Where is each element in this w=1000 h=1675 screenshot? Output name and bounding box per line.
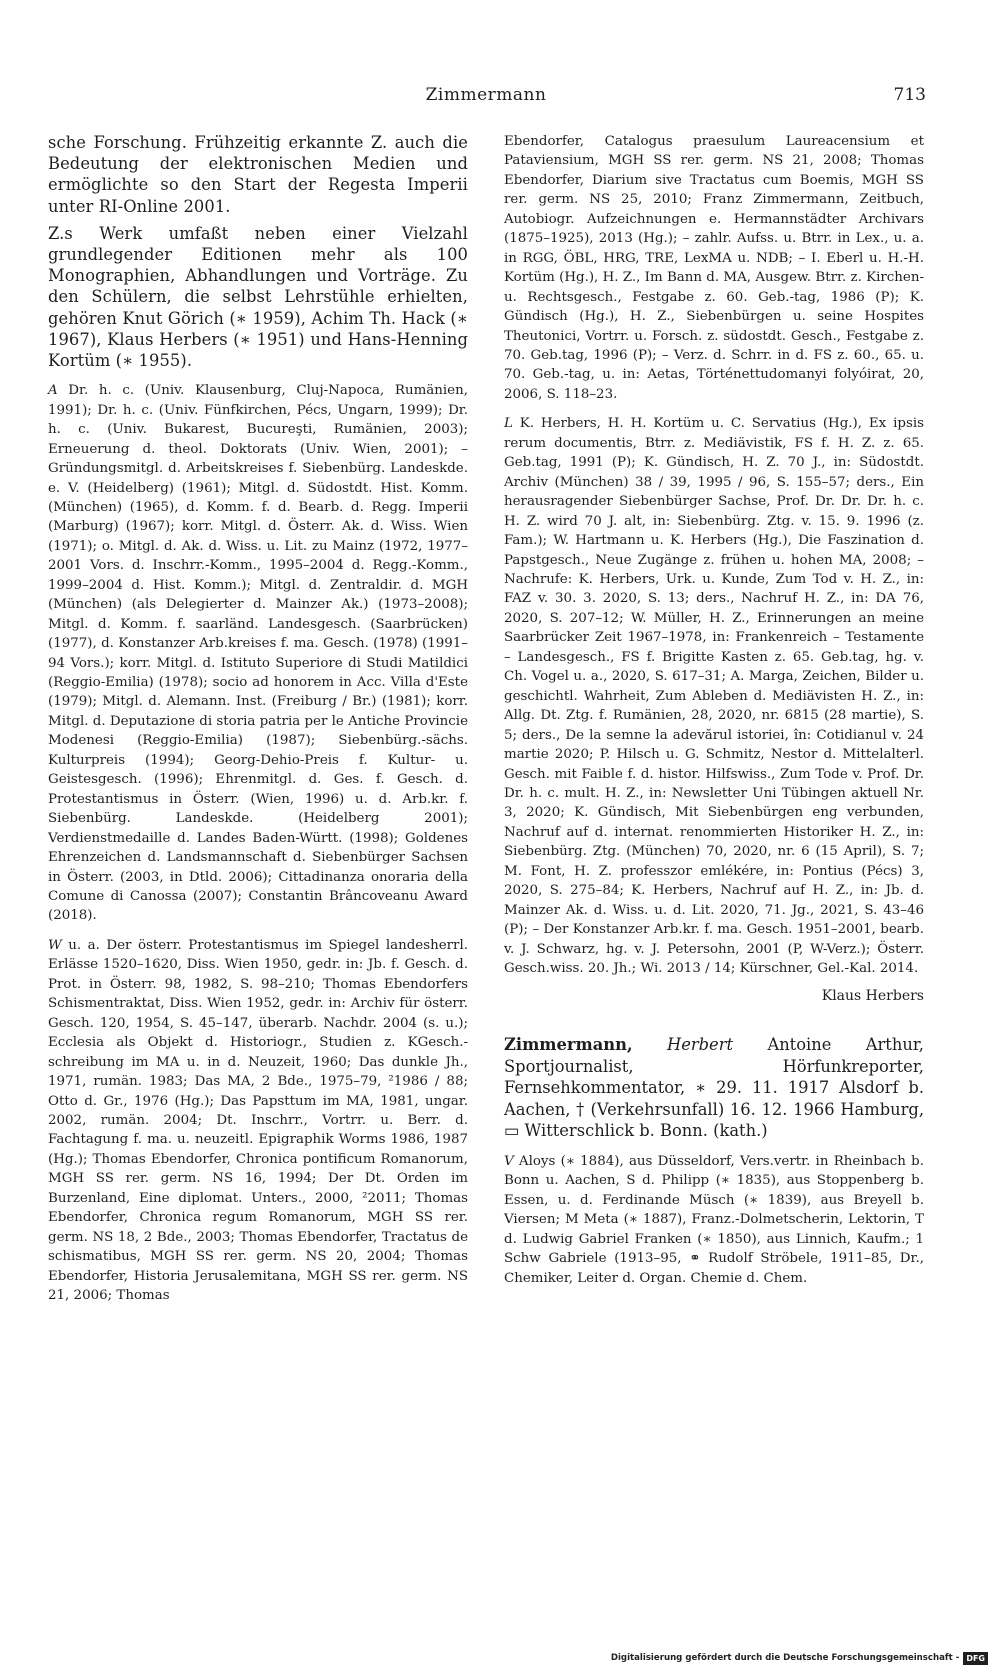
works-continued: Ebendorfer, Catalogus praesulum Laureacensium et Pataviensium, MGH SS rer. germ. NS 21, 2008; Thomas Ebendorfer, Diarium sive Tractatus cum Boemis, MGH SS rer. germ. NS 25, 2010; Franz Zimmermann, Zeitbuch, Autobiogr. Aufzeichnungen e. Hermannstädter Archivars (1875–1925), 2013 (Hg.); – zahlr. Aufss. u. Btrr. in Lex., u. a. in RGG, ÖBL, HRG, TRE, LexMA u. NDB; – I. Eberl u. H.-H. Kortüm (Hg.), H. Z., Im Bann d. MA, Ausgew. Btrr. z. Kirchen- u. Rechtsgesch., Festgabe z. 60. Geb.-tag, 1986 (P); K. Gündisch (Hg.), H. Z., Siebenbürgen u. seine Hospites Theutonici, Vortrr. u. Forsch. z. südostdt. Gesch., Festgabe z. 70. Geb.tag, 1996 (P); – Verz. d. Schrr. in d. FS z. 60., 65. u. 70. Geb.-tag, u. in: Aetas, Történettudomanyi folyóirat, 20, 2006, S. 118–23. bbox=[504, 134, 924, 402]
footer-text: Digitalisierung gefördert durch die Deutsche Forschungsgemeinschaft - bbox=[610, 1653, 960, 1663]
awards-text: Dr. h. c. (Univ. Klausenburg, Cluj-Napoca, Rumänien, 1991); Dr. h. c. (Univ. Fünfkirchen, Pécs, Ungarn, 1999); Dr. h. c. (Univ. Bukarest, Bucureşti, Rumänien, 2003); Erneuerung d. theol. Doktorats (Univ. Wien, 2001); – Gründungsmitgl. d. Arbeitskreises f. Siebenbürg. Landeskde. e. V. (Heidelberg) (1961); Mitgl. d. Südostdt. Hist. Komm. (München) (1965), d. Komm. f. d. Bearb. d. Regg. Imperii (Marburg) (1967); korr. Mitgl. d. Österr. Ak. d. Wiss. Wien (1971); o. Mitgl. d. Ak. d. Wiss. u. Lit. zu Mainz (1972, 1977–2001 Vors. d. Inschrr.-Komm., 1995–2004 d. Regg.-Komm., 1999–2004 d. Hist. Komm.); Mitgl. d. Zentraldir. d. MGH (München) (als Delegierter d. Mainzer Ak.) (1973–2008); Mitgl. d. Komm. f. saarländ. Landesgesch. (Saarbrücken) (1977), d. Konstanzer Arb.kreises f. ma. Gesch. (1978) (1991–94 Vors.); korr. Mitgl. d. Istituto Superiore di Studi Matildici (Reggio-Emilia) (1978); socio ad honorem in Acc. Villa d'Este (1979); Mitgl. d. Alemann. Inst. (Freiburg / Br.) (1981); korr. Mitgl. d. Deputazione di storia patria per le Antiche Provincie Modenesi (Reggio-Emilia) (1987); Siebenbürg.-sächs. Kulturpreis (1994); Georg-Dehio-Preis f. Kultur- u. Geistesgesch. (1996); Ehrenmitgl. d. Ges. f. Gesch. d. Protestantismus in Österr. (Wien, 1996) u. d. Arb.kr. f. Siebenbürg. Landeskde. (Heidelberg 2001); Verdienstmedaille d. Landes Baden-Württ. (1998); Goldenes Ehrenzeichen d. Landsmannschaft d. Siebenbürger Sachsen in Österr. (2003, in Dtld. 2006); Cittadinanza onoraria della Comune di Canossa (2007); Constantin Brâncoveanu Award (2018). bbox=[48, 383, 468, 924]
literature-text: K. Herbers, H. H. Kortüm u. C. Servatius (Hg.), Ex ipsis rerum documentis, Btrr. z. Mediävistik, FS f. H. Z. z. 65. Geb.tag, 1991 (P); K. Gündisch, H. Z. 70 J., in: Südostdt. Archiv (München) 38 / 39, 1995 / 96, S. 155–57; ders., Ein herausragender Siebenbürger Sachse, Prof. Dr. Dr. Dr. h. c. H. Z. wird 70 J. alt, in: Siebenbürg. Ztg. v. 15. 9. 1996 (z. Fam.); W. Hartmann u. K. Herbers (Hg.), Die Faszination d. Papstgesch., Neue Zugänge z. frühen u. hohen MA, 2008; – Nachrufe: K. Herbers, Urk. u. Kunde, Zum Tod v. H. Z., in: FAZ v. 30. 3. 2020, S. 13; ders., Nachruf H. Z., in: DA 76, 2020, S. 207–12; W. Müller, H. Z., Erinnerungen an meine Saarbrücker Zeit 1967–1978, in: Frankenreich – Testamente – Landesgesch., FS f. Brigitte Kasten z. 65. Geb.tag, hg. v. Ch. Vogel u. a., 2020, S. 617–31; A. Marga, Zeichen, Bilder u. geschichtl. Wahrheit, Zum Ableben d. Mediävisten H. Z., in: Allg. Dt. Ztg. f. Rumänien, 28, 2020, nr. 6815 (28 martie), S. 5; ders., De la semne la adevărul istoriei, în: Cotidianul v. 24 martie 2020; P. Hilsch u. G. Schmitz, Nestor d. Mittelalterl. Gesch. mit Faible f. d. histor. Hilfswiss., Zum Tode v. Prof. Dr. Dr. h. c. mult. H. Z., in: Newsletter Uni Tübingen aktuell Nr. 3, 2020; K. Gündisch, Mit Siebenbürgen eng verbunden, Nachruf auf d. internat. renommierten Historiker H. Z., in: Siebenbürg. Ztg. (München) 70, 2020, nr. 6 (15 April), S. 7; M. Font, H. Z. professzor emlékére, in: Pontius (Pécs) 3, 2020, S. 275–84; K. Herbers, Nachruf auf H. Z., in: Jb. d. Mainzer Ak. d. Wiss. u. d. Lit. 2020, 71. Jg., 2021, S. 43–46 (P); – Der Konstanzer Arb.kr. f. ma. Gesch. 1951–2001, bearb. v. J. Schwarz, hg. v. J. Petersohn, 2001 (P, W-Verz.); Österr. Gesch.wiss. 20. Jh.; Wi. 2013 / 14; Kürschner, Gel.-Kal. 2014. bbox=[504, 416, 924, 977]
awards-section bbox=[48, 381, 468, 926]
works-text: u. a. Der österr. Protestantismus im Spiegel landesherrl. Erlässe 1520–1620, Diss. Wien 1950, gedr. in: Jb. f. Gesch. d. Prot. in Österr. 98, 1982, S. 98–210; Thomas Ebendorfers Schismentraktat, Diss. Wien 1952, gedr. in: Archiv für österr. Gesch. 120, 1954, S. 45–147, überarb. Nachdr. 2004 (s. u.); Ecclesia als Objekt d. Historiogr., Studien z. KGesch.-schreibung im MA u. in d. Neuzeit, 1960; Das dunkle Jh., 1971, rumän. 1983; Das MA, 2 Bde., 1975–79, ²1986 / 88; Otto d. Gr., 1976 (Hg.); Das Papsttum im MA, 1981, ungar. 2002, rumän. 2004; Dt. Inschrr., Vortrr. u. Berr. d. Fachtagung f. ma. u. neuzeitl. Epigraphik Worms 1986, 1987 (Hg.); Thomas Ebendorfer, Chronica pontificum Romanorum, MGH SS rer. germ. NS 16, 1994; Der Dt. Orden im Burzenland, Eine diplomat. Unters., 2000, ²2011; Thomas Ebendorfer, Chronica regum Romanorum, MGH SS rer. germ. NS 18, 2 Bde., 2003; Thomas Ebendorfer, Tractatus de schismatibus, MGH SS rer. germ. NS 20, 2004; Thomas Ebendorfer, Historia Jerusalemitana, MGH SS rer. germ. NS 21, 2006; Thomas bbox=[48, 937, 468, 1304]
entry-surname: Zimmermann, bbox=[504, 1035, 633, 1055]
family-section bbox=[504, 1152, 924, 1288]
footer-credit bbox=[611, 1651, 988, 1665]
right-column bbox=[504, 132, 924, 1288]
works-label: W bbox=[48, 937, 62, 953]
literature-label: L bbox=[504, 416, 513, 432]
awards-label: A bbox=[48, 383, 58, 399]
page-number: 713 bbox=[893, 85, 926, 105]
literature-section bbox=[504, 414, 924, 978]
left-column bbox=[48, 132, 468, 1306]
family-text: Aloys (∗ 1884), aus Düsseldorf, Vers.vertr. in Rheinbach b. Bonn u. Aachen, S d. Philipp (∗ 1835), aus Stoppenberg b. Essen, u. d. Ferdinande Müsch (∗ 1839), aus Breyell b. Viersen; M Meta (∗ 1887), Franz.-Dolmetscherin, Lektorin, T d. Ludwig Gabriel Franken (∗ 1850), aus Linnich, Kaufm.; 1 Schw Gabriele (1913–95, ⚭ Rudolf Ströbele, 1911–85, Dr., Chemiker, Leiter d. Organ. Chemie d. Chem. bbox=[504, 1153, 924, 1286]
entry-given-name: Herbert bbox=[667, 1035, 734, 1055]
entry-description: Antoine Arthur, Sportjournalist, Hörfunkreporter, Fernsehkommentator, ∗ 29. 11. 1917 Alsdorf b. Aachen, † (Verkehrsunfall) 16. 12. 1966 Hamburg, ▭ Witterschlick b. Bonn. (kath.) bbox=[504, 1035, 924, 1141]
dfg-logo-icon: DFG bbox=[963, 1652, 988, 1665]
author-signature: Klaus Herbers bbox=[821, 988, 924, 1005]
family-label: V bbox=[504, 1153, 514, 1169]
works-section bbox=[48, 936, 468, 1306]
page-header bbox=[46, 85, 926, 111]
running-head: Zimmermann bbox=[425, 85, 547, 105]
entry-heading bbox=[504, 1034, 924, 1142]
body-paragraph-2: Z.s Werk umfaßt neben einer Vielzahl grundlegender Editionen mehr als 100 Monographien, Abhandlungen und Vorträge. Zu den Schülern, die selbst Lehrstühle erhielten, gehören Knut Görich (∗ 1959), Achim Th. Hack (∗ 1967), Klaus Herbers (∗ 1951) und Hans-Henning Kortüm (∗ 1955). bbox=[48, 223, 468, 371]
body-paragraph-1: sche Forschung. Frühzeitig erkannte Z. auch die Bedeutung der elektronischen Medien und ermöglichte so den Start der Regesta Imperii unter RI-Online 2001. bbox=[48, 133, 468, 216]
